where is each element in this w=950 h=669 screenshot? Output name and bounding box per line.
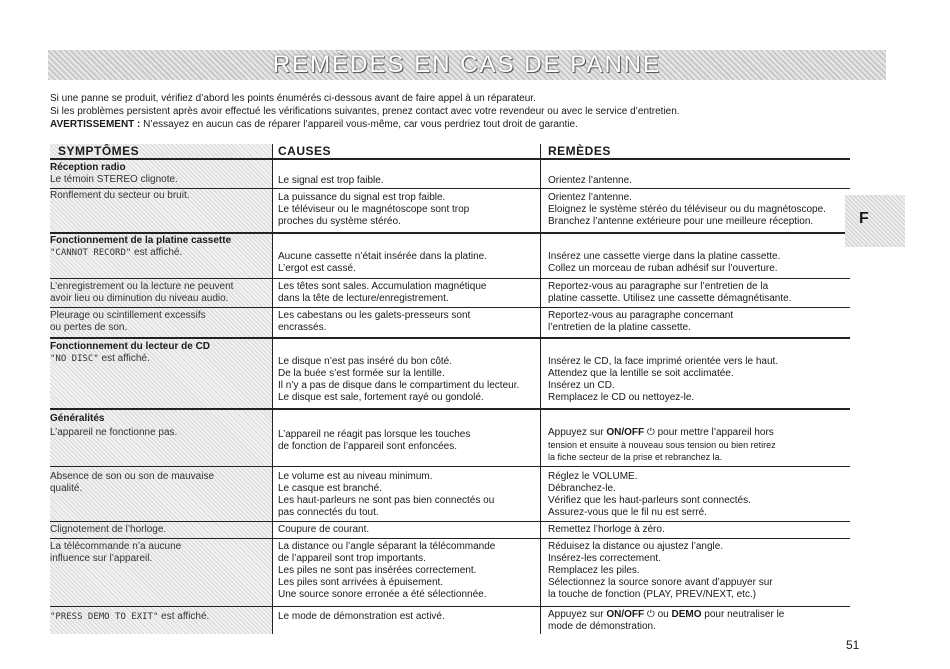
row-rule: [50, 188, 850, 189]
causes-row-7: L’appareil ne réagit pas lorsque les touches de fonction de l’appareil sont enfoncées.: [278, 429, 471, 452]
row-rule: [50, 466, 850, 467]
causes-row-9: Coupure de courant.: [278, 524, 370, 535]
warning-text: N’essayez en aucun cas de réparer l’appareil vous-même, car vous perdriez tout droit de garantie.: [140, 119, 578, 130]
group-general: Généralités: [50, 413, 105, 424]
symptom-row-8: Absence de son ou son de mauvaise qualité.: [50, 471, 214, 494]
symptom-row-3: "CANNOT RECORD" est affiché.: [50, 247, 183, 258]
page-title: REMÈDES EN CAS DE PANNE: [272, 51, 662, 78]
intro-line-1: Si une panne se produit, vérifiez d’abord les points énumérés ci-dessous avant de faire appel à un réparateur.: [50, 93, 536, 104]
intro-text: [50, 92, 900, 131]
remedies-row-3: Insérez une cassette vierge dans la platine cassette. Collez un morceau de ruban adhésif sur l’ouverture.: [548, 251, 781, 274]
intro-line-2: Si les problèmes persistent après avoir effectué les vérifications suivantes, prenez contact avec votre revendeur ou avec le service d’entretien.: [50, 106, 680, 117]
symptom-row-10: La télécommande n’a aucune influence sur l’appareil.: [50, 541, 182, 564]
remedies-row-8: Réglez le VOLUME. Débranchez-le. Vérifiez que les haut-parleurs sont connectés. Assurez-vous que le fil nu est serré.: [548, 471, 751, 518]
remedies-row-5: Reportez-vous au paragraphe concernant l’entretien de la platine cassette.: [548, 310, 734, 333]
row-rule: [50, 538, 850, 539]
header-remedies: REMÈDES: [548, 144, 611, 158]
group-rule: [50, 232, 850, 234]
group-rule: [50, 337, 850, 339]
language-tab-label: F: [859, 210, 869, 227]
causes-row-8: Le volume est au niveau minimum. Le casque est branché. Les haut-parleurs ne sont pas bien connectés ou pas connectés du tout.: [278, 471, 495, 518]
column-divider-2: [540, 144, 541, 634]
symptom-row-6: "NO DISC" est affiché.: [50, 353, 150, 364]
row-rule: [50, 278, 850, 279]
remedies-row-9: Remettez l’horloge à zéro.: [548, 524, 665, 535]
remedies-row-10: Réduisez la distance ou ajustez l’angle. Insérez-les correctement. Remplacez les piles. Sélectionnez la source sonore avant d’appuyer sur la touche de fonction (PLAY, PREV/NEXT, etc.): [548, 541, 773, 600]
header-symptoms: SYMPTÔMES: [58, 144, 140, 158]
symptom-row-2: Ronflement du secteur ou bruit.: [50, 190, 190, 201]
causes-row-3: Aucune cassette n’était insérée dans la platine. L’ergot est cassé.: [278, 251, 488, 274]
row-rule: [50, 307, 850, 308]
page-number: 51: [846, 638, 860, 652]
header-rule: [50, 158, 850, 160]
row-rule: [50, 606, 850, 607]
group-radio: Réception radio: [50, 162, 126, 173]
symptom-row-1: Le témoin STEREO clignote.: [50, 174, 178, 185]
symptom-row-4: L’enregistrement ou la lecture ne peuvent avoir lieu ou diminution du niveau audio.: [50, 281, 234, 304]
header-causes: CAUSES: [278, 144, 332, 158]
causes-row-4: Les têtes sont sales. Accumulation magnétique dans la tête de lecture/enregistrement.: [278, 281, 487, 304]
symptom-row-5: Pleurage ou scintillement excessifs ou pertes de son.: [50, 310, 206, 333]
causes-row-2: La puissance du signal est trop faible. Le téléviseur ou le magnétoscope sont trop proches du système stéréo.: [278, 192, 470, 227]
causes-row-6: Le disque n’est pas inséré du bon côté. De la buée s’est formée sur la lentille. Il n’y a pas de disque dans le compartiment du lecteur. Le disque est sale, fortement rayé ou gondolé.: [278, 356, 520, 403]
remedies-row-2: Orientez l’antenne. Eloignez le système stéréo du téléviseur ou du magnétoscope. Branchez l’antenne extérieure pour une meilleure réception.: [548, 192, 826, 227]
symptom-row-11: "PRESS DEMO TO EXIT" est affiché.: [50, 611, 210, 622]
column-divider-1: [272, 144, 273, 634]
group-rule: [50, 408, 850, 410]
causes-row-10: La distance ou l’angle séparant la télécommande de l’appareil sont trop importants. Les piles ne sont pas insérées correctement. Les piles sont arrivées à épuisement. Une source sonore erronée a été sélectionnée.: [278, 541, 496, 600]
title-band: [48, 50, 886, 80]
row-rule: [50, 521, 850, 522]
remedies-row-4: Reportez-vous au paragraphe sur l’entretien de la platine cassette. Utilisez une cassette démagnétisante.: [548, 281, 792, 304]
warning-line: [50, 118, 900, 131]
group-cassette: Fonctionnement de la platine cassette: [50, 235, 232, 246]
remedies-row-11: Appuyez sur ON/OFF ⏻ ou DEMO pour neutraliser le mode de démonstration.: [548, 609, 785, 632]
remedies-row-1: Orientez l’antenne.: [548, 175, 632, 186]
group-cd: Fonctionnement du lecteur de CD: [50, 341, 211, 352]
symptom-row-9: Clignotement de l’horloge.: [50, 524, 167, 535]
language-tab: [845, 195, 905, 247]
remedies-row-7: Appuyez sur ON/OFF ⏻ pour mettre l’appareil hors tension et ensuite à nouveau sous tension ou bien retirez la fiche secteur de la prise et rebranchez la.: [548, 427, 776, 462]
symptom-row-7: L’appareil ne fonctionne pas.: [50, 427, 178, 438]
causes-row-1: Le signal est trop faible.: [278, 175, 384, 186]
remedies-row-6: Insérez le CD, la face imprimé orientée vers le haut. Attendez que la lentille se soit acclimatée. Insérez un CD. Remplacez le CD ou nettoyez-le.: [548, 356, 779, 403]
causes-row-11: Le mode de démonstration est activé.: [278, 611, 445, 622]
causes-row-5: Les cabestans ou les galets-presseurs sont encrassés.: [278, 310, 471, 333]
warning-label: AVERTISSEMENT :: [50, 119, 141, 130]
